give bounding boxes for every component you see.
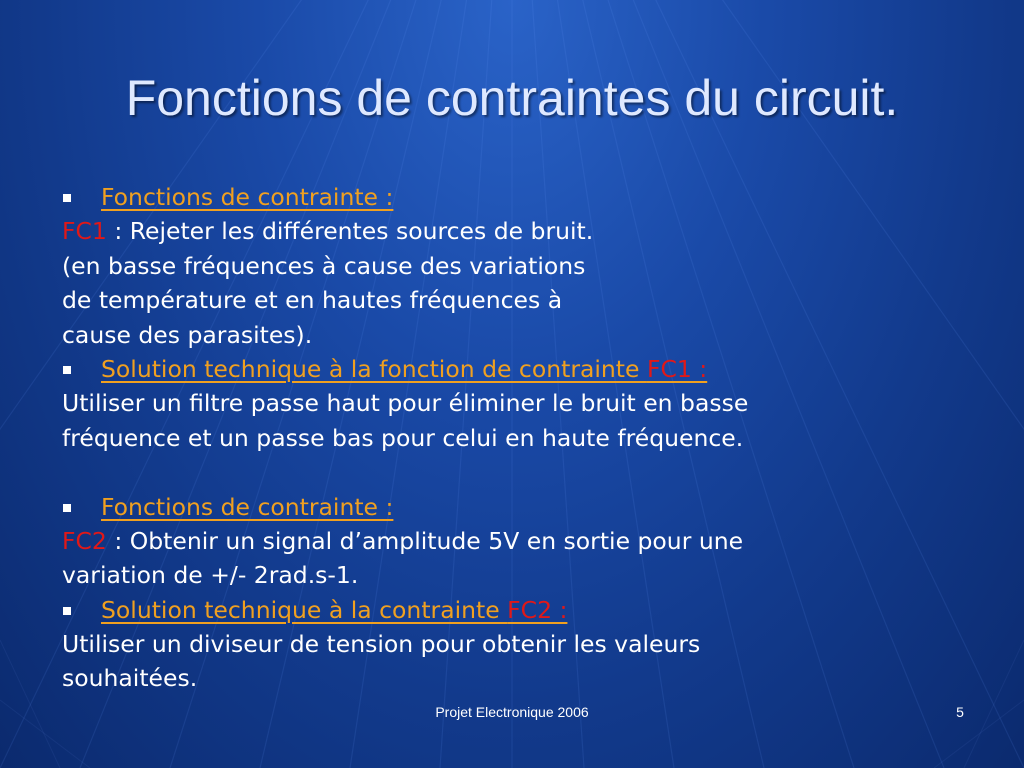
spacer	[62, 455, 962, 489]
bullet-fc1-solution-heading	[62, 352, 962, 386]
body-line: de température et en hautes fréquences à	[62, 286, 563, 315]
fc1-text: : Rejeter les différentes sources de bruit.	[106, 217, 594, 246]
heading-link[interactable]	[101, 596, 567, 624]
body-line: variation de +/- 2rad.s-1.	[62, 561, 359, 590]
fc2-text: : Obtenir un signal d’amplitude 5V en sortie pour une	[106, 526, 744, 555]
page-number: 5	[956, 704, 964, 720]
footer-text: Projet Electronique 2006	[435, 704, 589, 720]
heading-text: Solution technique à la fonction de contrainte	[101, 354, 647, 383]
heading-link[interactable]	[101, 355, 707, 383]
body-line: fréquence et un passe bas pour celui en haute fréquence.	[62, 423, 744, 452]
fc2-definition	[62, 524, 962, 558]
body-line: souhaitées.	[62, 664, 198, 693]
heading-text: Solution technique à la contrainte	[101, 595, 508, 624]
slide-body	[62, 180, 962, 696]
fc1-code: FC1	[62, 217, 107, 246]
square-bullet-icon	[63, 504, 71, 512]
heading-link[interactable]: Fonctions de contrainte :	[101, 183, 394, 211]
bullet-fc2-solution-heading	[62, 593, 962, 627]
slide-title: Fonctions de contraintes du circuit.	[125, 70, 899, 126]
body-line: (en basse fréquences à cause des variations	[62, 251, 586, 280]
square-bullet-icon	[63, 194, 71, 202]
square-bullet-icon	[63, 366, 71, 374]
body-line: cause des parasites).	[62, 320, 313, 349]
bullet-fc2-heading	[62, 490, 962, 524]
fc2-code: FC2	[62, 526, 107, 555]
square-bullet-icon	[63, 607, 71, 615]
heading-code: FC1 :	[646, 354, 708, 383]
heading-code: FC2 :	[507, 595, 568, 624]
body-line: Utiliser un diviseur de tension pour obtenir les valeurs	[62, 630, 701, 659]
bullet-fc1-heading	[62, 180, 962, 214]
body-line: Utiliser un filtre passe haut pour éliminer le bruit en basse	[62, 389, 749, 418]
heading-link[interactable]: Fonctions de contrainte :	[101, 492, 394, 521]
fc1-definition	[62, 214, 962, 248]
